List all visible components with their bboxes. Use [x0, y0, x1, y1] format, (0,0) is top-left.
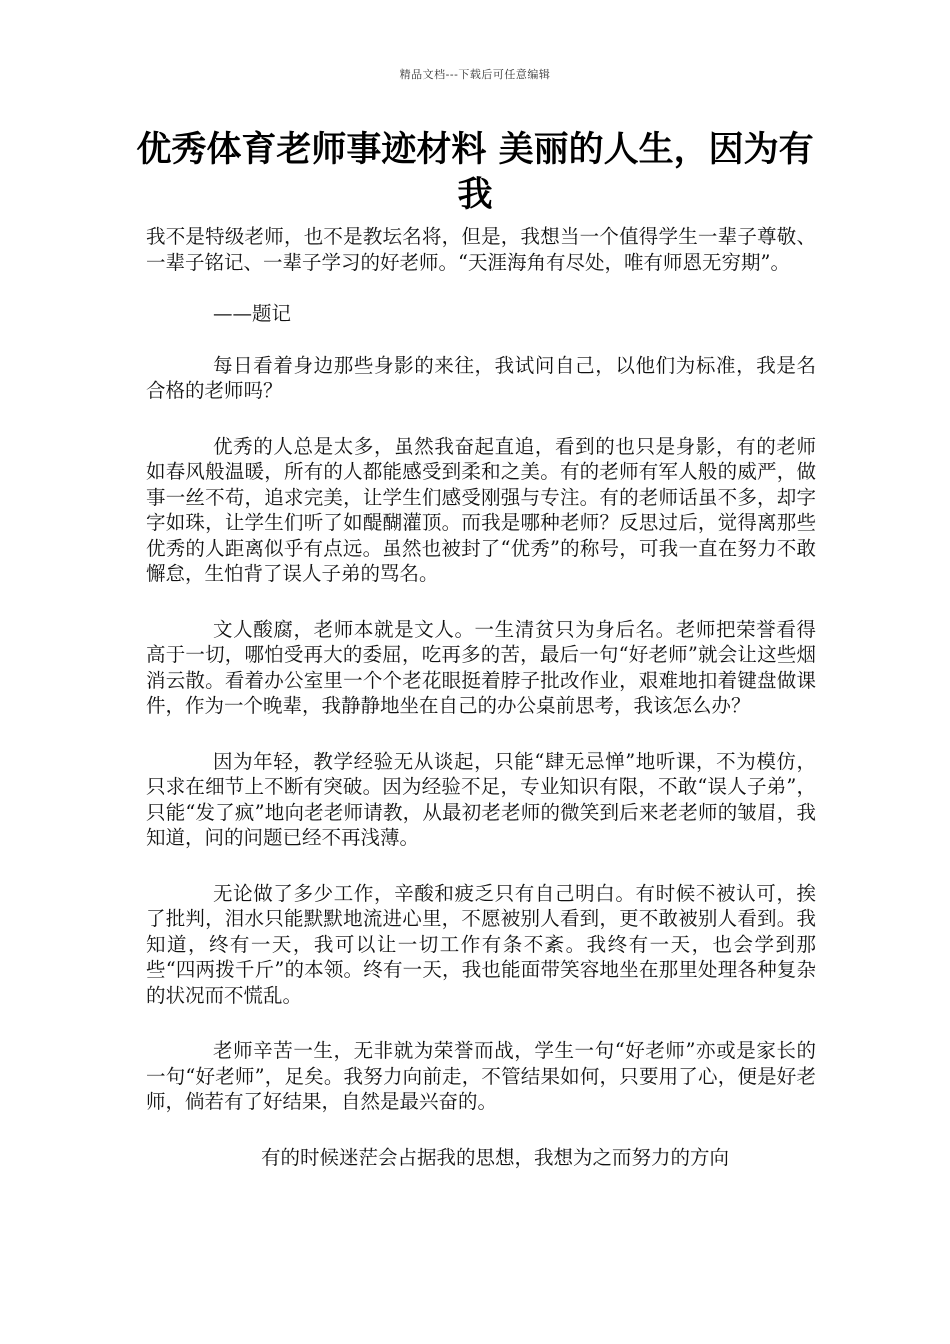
body-paragraph: 老师辛苦一生，无非就为荣誉而战，学生一句“好老师”亦或是家长的一句“好老师”，足矣。我努力向前走，不管结果如何，只要用了心，便是好老师，倘若有了好结果，自然是最兴奋的。: [146, 1039, 816, 1113]
intro-paragraph: 我不是特级老师，也不是教坛名将，但是，我想当一个值得学生一辈子尊敬、一辈子铭记、一辈子学习的好老师。“天涯海角有尽处，唯有师恩无穷期”。: [146, 225, 816, 274]
epigraph-signoff: ——题记: [213, 302, 292, 325]
body-paragraph: 每日看着身边那些身影的来往，我试问自己，以他们为标准，我是名合格的老师吗？: [146, 353, 816, 402]
document-body: [146, 224, 816, 1200]
body-paragraph: 优秀的人总是太多，虽然我奋起直追，看到的也只是身影，有的老师如春风般温暖，所有的人都能感受到柔和之美。有的老师有军人般的威严，做事一丝不苟，追求完美，让学生们感受刚强与专注。有的老师话虽不多，却字字如珠，让学生们听了如醍醐灌顶。而我是哪种老师？反思过后，觉得离那些优秀的人距离似乎有点远。虽然也被封了“优秀”的称号，可我一直在努力不敢懈怠，生怕背了误人子弟的骂名。: [146, 434, 816, 585]
body-paragraph: 无论做了多少工作，辛酸和疲乏只有自己明白。有时候不被认可，挨了批判，泪水只能默默地流进心里，不愿被别人看到，更不敢被别人看到。我知道，终有一天，我可以让一切工作有条不紊。我终有一天，也会学到那些“四两拨千斤”的本领。终有一天，我也能面带笑容地坐在那里处理各种复杂的状况而不慌乱。: [146, 881, 816, 1007]
document-title: 优秀体育老师事迹材料 美丽的人生，因为有我: [136, 130, 814, 215]
body-paragraph: 文人酸腐，老师本就是文人。一生清贫只为身后名。老师把荣誉看得高于一切，哪怕受再大的委屈，吃再多的苦，最后一句“好老师”就会让这些烟消云散。看着办公室里一个个老花眼挺着脖子批改作业，艰难地扣着键盘做课件，作为一个晚辈，我静静地坐在自己的办公桌前思考，我该怎么办？: [146, 617, 816, 717]
page-header-caption: 精品文档---下载后可任意编辑: [399, 68, 551, 81]
body-paragraph: 有的时候迷茫会占据我的思想，我想为之而努力的方向: [261, 1145, 730, 1169]
body-paragraph: 因为年轻，教学经验无从谈起，只能“肆无忌惮”地听课，不为模仿，只求在细节上不断有突破。因为经验不足，专业知识有限，不敢“误人子弟”，只能“发了疯”地向老老师请教，从最初老老师的微笑到后来老老师的皱眉，我知道，问的问题已经不再浅薄。: [146, 749, 816, 849]
